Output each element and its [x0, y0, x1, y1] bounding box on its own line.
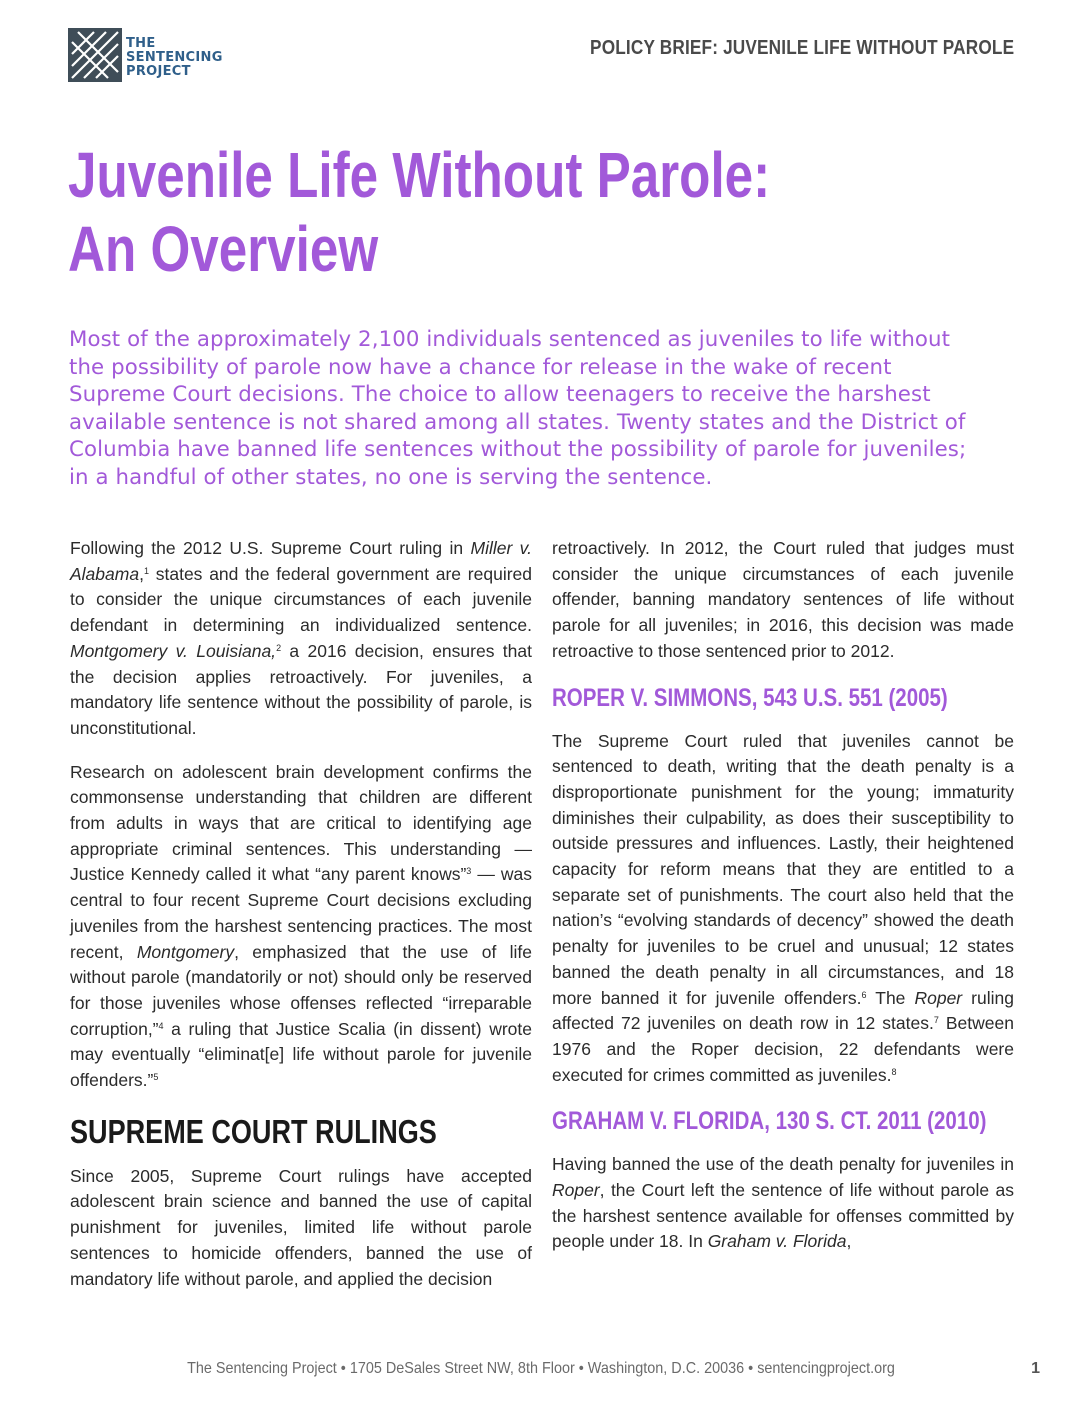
section-heading-supreme-court-rulings: SUPREME COURT RULINGS — [70, 1112, 437, 1150]
case-heading-roper: ROPER V. SIMMONS, 543 U.S. 551 (2005) — [552, 683, 948, 712]
intro-line: Most of the approximately 2,100 individuals sentenced as juveniles to life without — [69, 327, 951, 352]
logo-wordmark: THE SENTENCING PROJECT — [126, 36, 223, 79]
case-heading-graham: GRAHAM V. FLORIDA, 130 S. CT. 2011 (2010) — [552, 1107, 987, 1136]
right-column — [552, 536, 1014, 1273]
intro-line: Supreme Court decisions. The choice to allow teenagers to receive the harshest — [69, 382, 931, 408]
paragraph-rulings-summary: Since 2005, Supreme Court rulings have accepted adolescent brain science and banned the use of capital punishment for juveniles, limited life without parole sentences to homicide offenders, banned the use of mandatory life without parole, and applied the decision — [70, 1165, 532, 1289]
footnote-ref[interactable]: 8 — [891, 1066, 897, 1077]
footnote-ref[interactable]: 6 — [861, 989, 867, 1000]
footnote-ref[interactable]: 2 — [276, 642, 282, 653]
policy-brief-label: POLICY BRIEF: JUVENILE LIFE WITHOUT PAROLE — [589, 37, 1014, 59]
paragraph-roper: The Supreme Court ruled that juveniles cannot be sentenced to death, writing that the death penalty is a disproportionate punishment for the young; immaturity diminishes their culpability, as does their susceptibility to outside pressures and influences. Lastly, their heightened capacity for reform means that they are entitled to a separate set of punishments. The court also held that the nation’s “evolving standards of decency” showed the death penalty for juveniles to be cruel and unusual; 12 states banned the death penalty in all circumstances, and 18 more banned it for juvenile offenders.$^6$ The Roper ruling affected 72 juveniles on death row in 12 states.$^7$ Between 1976 and the Roper decision, 22 defendants were executed for crimes committed as juveniles.$^8$ — [552, 730, 1014, 1085]
logo-mark-icon — [68, 28, 122, 82]
footnote-ref[interactable]: 5 — [153, 1072, 159, 1083]
paragraph-retroactive: retroactively. In 2012, the Court ruled that judges must consider the unique circumstances of each juvenile offender, banning mandatory sentences of life without parole for all juveniles; in 2016, this decision was made retroactive to those sentenced prior to 2012. — [552, 538, 1014, 661]
paragraph-brain-development: Research on adolescent brain development confirms the commonsense understanding that children are different from adults in ways that are critical to identifying age appropriate criminal sentences. This understanding — Justice Kennedy called it what “any parent knows”$^3$ — was central to four recent Supreme Court decisions excluding juveniles from the harshest sentencing practices. The most recent, Montgomery, emphasized that the use of life without parole (mandatorily or not) should only be reserved for those juveniles whose offenses reflected “irreparable corruption,”$^4$ a ruling that Justice Scalia (in dissent) wrote may eventually “eliminat[e] life without parole for juvenile offenders.”$^5$ — [70, 761, 533, 1091]
intro-summary — [69, 326, 1019, 492]
page-number: 1 — [1031, 1360, 1040, 1377]
page-title: Juvenile Life Without Parole: An Overview — [68, 139, 771, 285]
intro-line: Columbia have banned life sentences without the possibility of parole for juveniles; — [69, 437, 967, 463]
footnote-ref[interactable]: 1 — [143, 565, 149, 576]
left-column — [70, 536, 532, 1310]
footnote-ref[interactable]: 3 — [466, 866, 472, 877]
intro-line: in a handful of other states, no one is serving the sentence. — [69, 464, 713, 490]
intro-line: the possibility of parole now have a chance for release in the wake of recent — [69, 354, 892, 380]
footnote-ref[interactable]: 7 — [933, 1015, 939, 1026]
intro-line: available sentence is not shared among all states. Twenty states and the District of — [69, 409, 966, 435]
footer-address: The Sentencing Project • 1705 DeSales Street NW, 8th Floor • Washington, D.C. 20036 • sentencingproject.org — [187, 1360, 895, 1377]
footnote-ref[interactable]: 4 — [158, 1020, 164, 1031]
paragraph-miller: Following the 2012 U.S. Supreme Court ruling in Miller v. Alabama,$^1$ states and the federal government are required to consider the unique circumstances of each juvenile defendant in determining an individualized sentence. Montgomery v. Louisiana,$^2$ a 2016 decision, ensures that the decision applies retroactively. For juveniles, a mandatory life sentence without the possibility of parole, is unconstitutional. — [70, 538, 532, 738]
paragraph-graham: Having banned the use of the death penalty for juveniles in Roper, the Court left the sentence of life without parole as the harshest sentence available for offenses committed by people under 18. In Graham v. Florida, — [552, 1154, 1014, 1252]
sentencing-project-logo — [68, 28, 248, 84]
